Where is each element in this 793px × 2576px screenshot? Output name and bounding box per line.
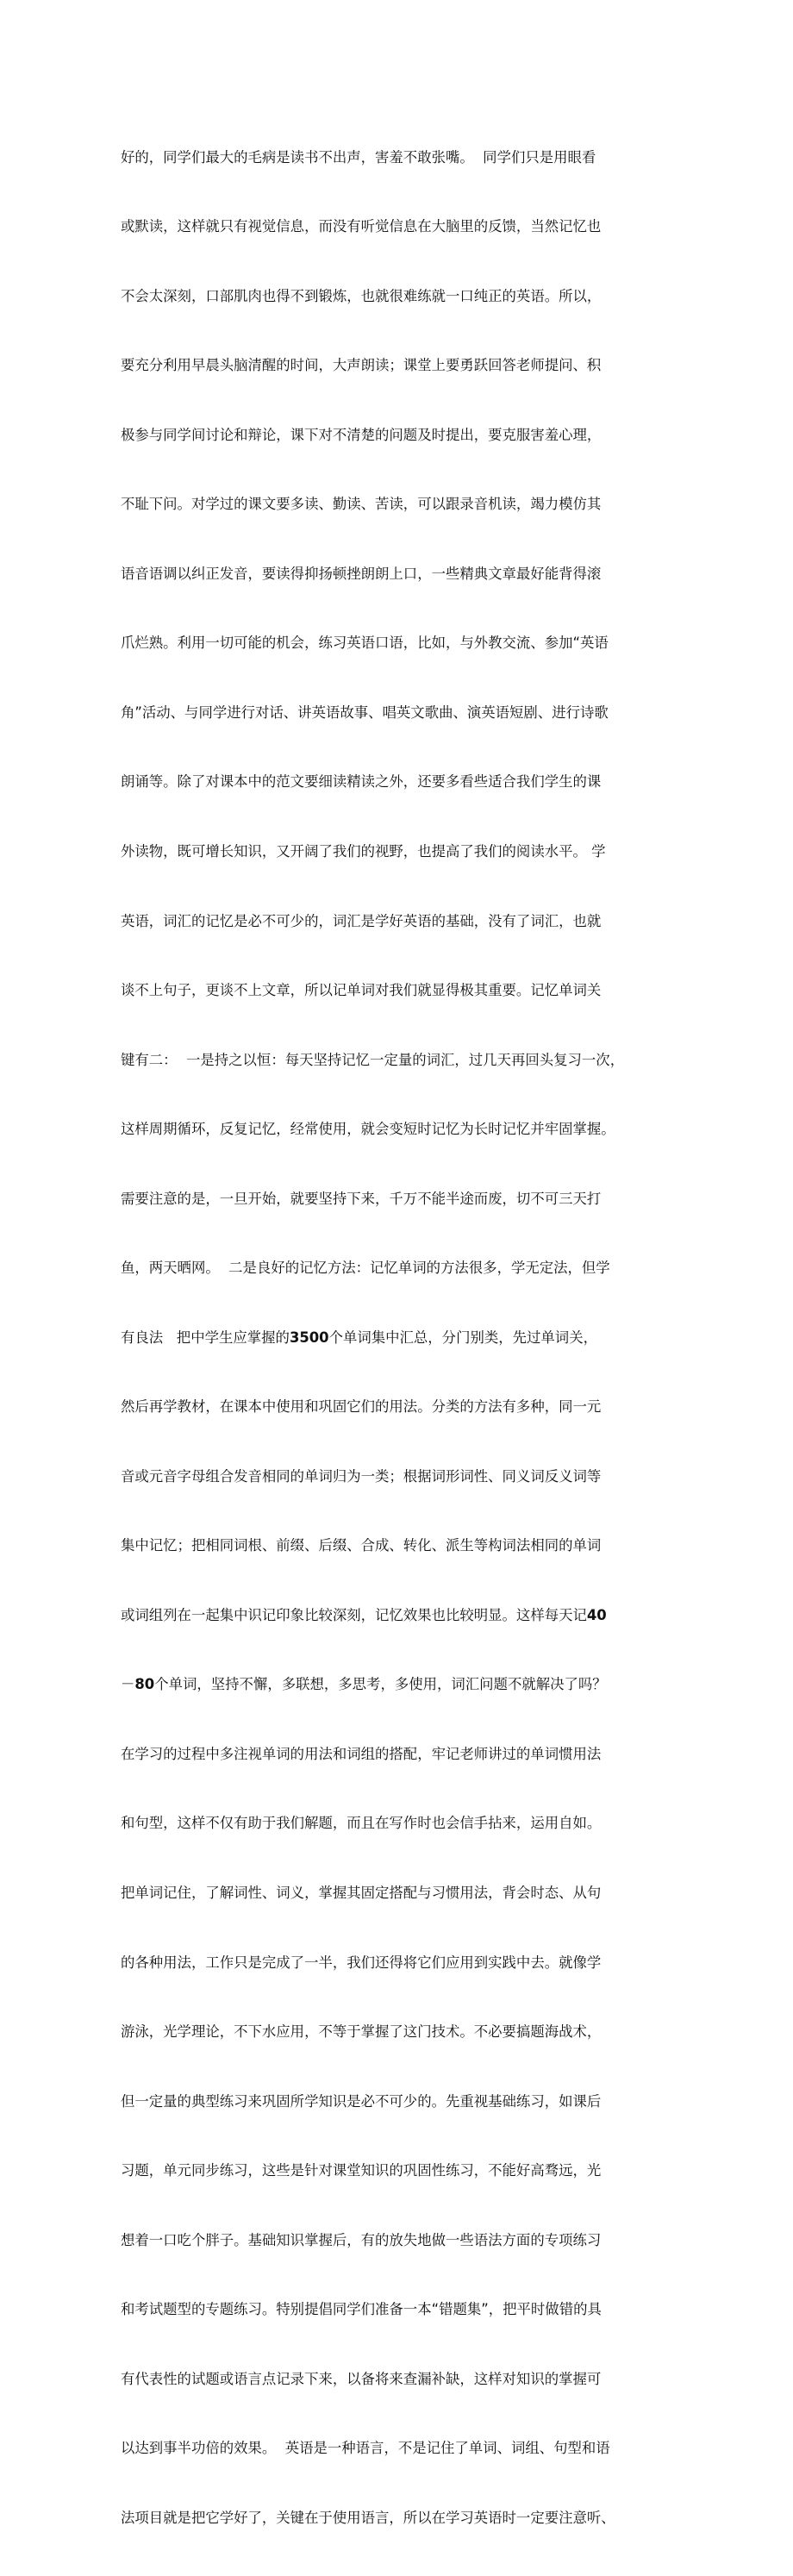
- text-line-28: 游泳，光学理论，不下水应用，不等于掌握了这门技术。不必要搞题海战术，: [121, 2023, 602, 2041]
- text-line-14: 键有二： 一是持之以恒：每天坚持记忆一定量的词汇，过几天再回头复习一次，: [121, 1051, 625, 1068]
- text-line-22: 或词组列在一起集中识记印象比较深刻，记忆效果也比较明显。这样每天记40: [121, 1606, 607, 1623]
- text-line-31: 想着一口吃个胖子。基础知识掌握后，有的放失地做一些语法方面的专项练习: [121, 2231, 602, 2248]
- text-line-12: 英语，词汇的记忆是必不可少的，词汇是学好英语的基础，没有了词汇，也就: [121, 912, 602, 929]
- text-line-16: 需要注意的是，一旦开始，就要坚持下来，千万不能半途而废，切不可三天打: [121, 1190, 602, 1207]
- text-line-19: 然后再学教材，在课本中使用和巩固它们的用法。分类的方法有多种，同一元: [121, 1398, 602, 1416]
- text-line-10: 朗诵等。除了对课本中的范文要细读精读之外，还要多看些适合我们学生的课: [121, 773, 602, 791]
- text-line-35: 法项目就是把它学好了，关键在于使用语言，所以在学习英语时一定要注意听、: [121, 2509, 615, 2526]
- numeral: 40: [586, 1606, 607, 1623]
- text-line-26: 把单词记住，了解词性、词义，掌握其固定搭配与习惯用法，背会时态、从句: [121, 1884, 602, 1901]
- text-line-13: 谈不上句子，更谈不上文章，所以记单词对我们就显得极其重要。记忆单词关: [121, 982, 602, 999]
- text-line-15: 这样周期循环，反复记忆，经常使用，就会变短时记忆为长时记忆并牢固掌握。: [121, 1121, 615, 1138]
- text-line-30: 习题，单元同步练习，这些是针对课堂知识的巩固性练习，不能好高骛远，光: [121, 2162, 602, 2179]
- text-line-20: 音或元音字母组合发音相同的单词归为一类；根据词形词性、同义词反义词等: [121, 1467, 602, 1485]
- text-line-21: 集中记忆；把相同词根、前缀、后缀、合成、转化、派生等构词法相同的单词: [121, 1537, 602, 1554]
- text-line-29: 但一定量的典型练习来巩固所学知识是必不可少的。先重视基础练习，如课后: [121, 2092, 602, 2110]
- text-line-4: 要充分利用早晨头脑清醒的时间，大声朗读；课堂上要勇跃回答老师提问、积: [121, 357, 602, 374]
- text-line-3: 不会太深刻，口部肌肉也得不到锻炼，也就很难练就一口纯正的英语。所以，: [121, 287, 602, 304]
- text-line-18: 有良法 把中学生应掌握的3500个单词集中汇总，分门别类，先过单词关，: [121, 1329, 597, 1346]
- text-line-11: 外读物，既可增长知识，又开阔了我们的视野，也提高了我们的阅读水平。 学: [121, 843, 606, 860]
- text-line-1: 好的，同学们最大的毛病是读书不出声，害羞不敢张嘴。 同学们只是用眼看: [121, 148, 596, 166]
- text-line-6: 不耻下问。对学过的课文要多读、勤读、苦读，可以跟录音机读，竭力模仿其: [121, 496, 602, 513]
- text-line-8: 爪烂熟。利用一切可能的机会，练习英语口语，比如，与外教交流、参加“英语: [121, 635, 609, 652]
- text-line-27: 的各种用法，工作只是完成了一半，我们还得将它们应用到实践中去。就像学: [121, 1954, 602, 1971]
- text-line-7: 语音语调以纠正发音，要读得抑扬顿挫朗朗上口，一些精典文章最好能背得滚: [121, 565, 602, 582]
- body-text: [121, 100, 686, 2576]
- text-line-34: 以达到事半功倍的效果。 英语是一种语言，不是记住了单词、词组、句型和语: [121, 2440, 610, 2457]
- text-line-23: －80个单词，坚持不懈，多联想，多思考，多使用，词汇问题不就解决了吗？: [121, 1676, 607, 1693]
- text-line-33: 有代表性的试题或语言点记录下来，以备将来查漏补缺，这样对知识的掌握可: [121, 2370, 602, 2387]
- numeral: 80: [134, 1676, 155, 1693]
- numeral: 3500: [289, 1329, 329, 1346]
- text-line-2: 或默读，这样就只有视觉信息，而没有听觉信息在大脑里的反馈，当然记忆也: [121, 218, 602, 235]
- text-line-5: 极参与同学间讨论和辩论，课下对不清楚的问题及时提出，要克服害羞心理，: [121, 426, 602, 443]
- text-line-32: 和考试题型的专题练习。特别提倡同学们准备一本“错题集”，把平时做错的具: [121, 2301, 602, 2318]
- text-line-24: 在学习的过程中多注视单词的用法和词组的搭配，牢记老师讲过的单词惯用法: [121, 1745, 602, 1762]
- text-line-9: 角”活动、与同学进行对话、讲英语故事、唱英文歌曲、演英语短剧、进行诗歌: [121, 703, 609, 721]
- text-line-17: 鱼，两天晒网。 二是良好的记忆方法：记忆单词的方法很多，学无定法，但学: [121, 1260, 610, 1277]
- text-line-25: 和句型，这样不仅有助于我们解题，而且在写作时也会信手拈来，运用自如。: [121, 1815, 602, 1832]
